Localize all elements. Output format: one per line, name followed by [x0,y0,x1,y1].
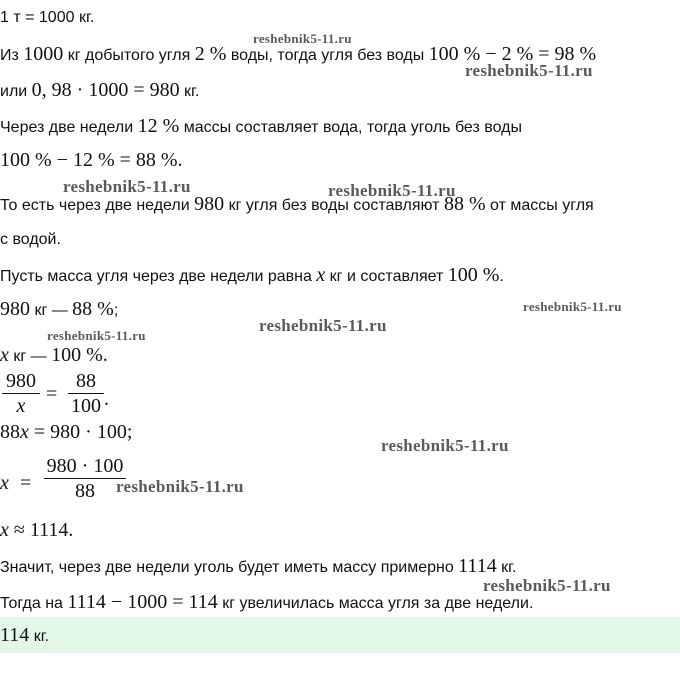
text: кг — [30,302,73,319]
watermark: reshebnik5-11.ru [483,576,611,595]
numerator: 980 [6,370,36,392]
text: кг — [8,348,52,365]
answer-line [0,624,49,648]
text: воды, тогда угля без воды [226,47,429,64]
text: . [499,268,504,285]
math: 1114 [458,555,497,577]
line-5 [0,149,183,173]
variable: x [0,472,9,494]
math: 980 [0,298,30,320]
text: 1 т = 1000 кг. [0,9,95,26]
fraction-88-over-100 [68,370,104,417]
line-3 [0,79,199,103]
math: 0, 98 · 1000 = 980 [31,79,180,101]
text: Тогда на [0,595,68,612]
text: или [0,83,32,100]
line-1 [0,7,94,29]
math: 114 [0,624,30,646]
text: Через две недели [0,119,138,136]
numerator: 980 · 100 [46,455,124,477]
math: 88 % [443,193,486,215]
variable: x [0,344,9,366]
fraction-bar [68,393,104,394]
variable: x [316,264,326,286]
fraction-980-over-x [2,370,40,417]
text: Из [0,47,24,64]
watermark: reshebnik5-11.ru [63,177,191,196]
numerator: 88 [76,370,96,392]
watermark: reshebnik5-11.ru [259,316,387,335]
text: Пусть масса угля через две недели равна [0,268,317,285]
equals-sign: = [46,383,58,405]
line-15 [0,555,516,579]
math: 1000 [23,43,64,65]
line-14 [0,519,73,543]
math: 100 % − 12 % = 88 %. [0,149,183,171]
math: 100 % [447,264,500,286]
watermark: reshebnik5-11.ru [328,181,456,200]
watermark: reshebnik5-11.ru [381,436,509,455]
line-9 [0,298,118,322]
text: кг увеличилась масса угля за две недели. [217,595,534,612]
math: 2 % [194,43,227,65]
math: 100 %. [51,344,108,366]
math: 100 % − 2 % = 98 % [428,43,597,65]
math: 1114 − 1000 = 114 [67,591,218,613]
line-7 [0,229,61,251]
math: = 980 · 100; [28,421,133,443]
math: 88 % [72,298,114,320]
variable: x [20,421,29,443]
variable: x [0,519,9,541]
text: ; [113,302,119,319]
watermark: reshebnik5-11.ru [465,61,593,80]
text: кг. [496,559,517,576]
line-8 [0,264,504,288]
text: кг добытого угля [63,47,195,64]
denominator: 100 [71,395,101,417]
text: Значит, через две недели уголь будет иметь массу примерно [0,559,459,576]
denominator: x [16,395,26,417]
denominator: 88 [75,480,95,502]
watermark: reshebnik5-11.ru [116,477,244,496]
text: То есть через две недели [0,197,195,214]
text: кг. [179,83,200,100]
line-12 [0,421,132,445]
math: 88 [0,421,20,443]
equals-sign: = [20,472,32,494]
fraction-bar [2,393,40,394]
fraction-980x100-over-88 [44,455,126,502]
watermark: reshebnik5-11.ru [523,299,622,314]
text: от массы угля [485,197,594,214]
text: кг и составляет [325,268,448,285]
period: . [104,388,109,410]
line-4 [0,115,522,139]
watermark: reshebnik5-11.ru [47,328,146,343]
watermark: reshebnik5-11.ru [253,31,352,46]
math: 12 % [137,115,180,137]
math: ≈ 1114. [8,519,74,541]
text: массы составляет вода, тогда уголь без воды [179,119,522,136]
answer-highlight [0,617,680,653]
fraction-bar [44,478,126,479]
text: кг угля без воды составляют [224,197,444,214]
line-16 [0,591,533,615]
text: кг. [29,628,50,645]
math: 980 [194,193,225,215]
line-10 [0,344,108,368]
text: с водой. [0,231,61,248]
